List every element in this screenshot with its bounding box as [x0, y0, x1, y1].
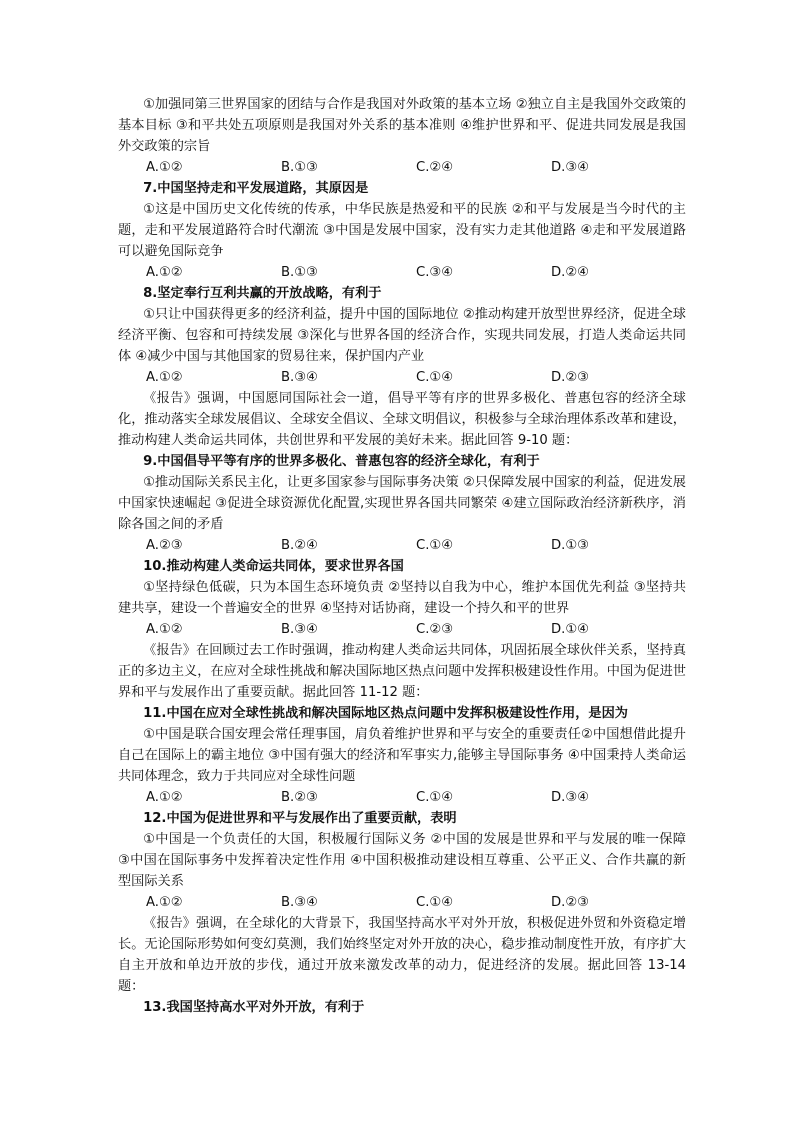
question-stem: 11.中国在应对全球性挑战和解决国际地区热点问题中发挥积极建设性作用，是因为	[143, 706, 628, 721]
answer-choice: C.②④	[416, 160, 454, 175]
answer-choice: A.①②	[146, 160, 183, 175]
answer-choice: C.①④	[416, 538, 454, 553]
answer-choices	[118, 367, 686, 388]
answer-choices	[118, 787, 686, 808]
paragraph: ①推动国际关系民主化，让更多国家参与国际事务决策 ②只保障发展中国家的利益，促进发展中国家快速崛起 ③促进全球资源优化配置,实现世界各国共同繁荣 ④建立国际政治经济新秩序，消除各国之间的矛盾	[118, 475, 686, 532]
answer-choices	[118, 157, 686, 178]
answer-choice: B.②④	[281, 538, 318, 553]
answer-choice: A.①②	[146, 790, 183, 805]
answer-choice: C.②③	[416, 622, 454, 637]
answer-choice: B.①③	[281, 265, 318, 280]
answer-choice: D.②④	[551, 265, 589, 280]
paragraph: ①这是中国历史文化传统的传承，中华民族是热爱和平的民族 ②和平与发展是当今时代的主题，走和平发展道路符合时代潮流 ③中国是发展中国家，没有实力走其他道路 ④走和平发展道路可以避免国际竞争	[118, 202, 686, 259]
paragraph: 《报告》在回顾过去工作时强调，推动构建人类命运共同体，巩固拓展全球伙伴关系，坚持真正的多边主义，在应对全球性挑战和解决国际地区热点问题中发挥积极建设性作用。中国为促进世界和平与发展作出了重要贡献。据此回答 11-12 题：	[118, 643, 686, 700]
answer-choice: A.①②	[146, 265, 183, 280]
answer-choices	[118, 262, 686, 283]
answer-choices	[118, 619, 686, 640]
document-page	[118, 94, 686, 1018]
answer-choice: A.①②	[146, 370, 183, 385]
answer-choice: D.③④	[551, 790, 589, 805]
answer-choice: B.③④	[281, 895, 318, 910]
answer-choice: A.②③	[146, 538, 183, 553]
answer-choice: D.②③	[551, 895, 589, 910]
answer-choice: B.③④	[281, 370, 318, 385]
answer-choice: D.①④	[551, 622, 589, 637]
paragraph: ①坚持绿色低碳，只为本国生态环境负责 ②坚持以自我为中心，维护本国优先利益 ③坚持共建共享，建设一个普遍安全的世界 ④坚持对话协商，建设一个持久和平的世界	[118, 580, 686, 616]
answer-choices	[118, 892, 686, 913]
answer-choice: C.①④	[416, 370, 454, 385]
paragraph: 《报告》强调，在全球化的大背景下，我国坚持高水平对外开放，积极促进外贸和外资稳定增长。无论国际形势如何变幻莫测，我们始终坚定对外开放的决心，稳步推动制度性开放，有序扩大自主开放和单边开放的步伐，通过开放来激发改革的动力，促进经济的发展。据此回答 13-14 题：	[118, 916, 686, 994]
question-stem: 7.中国坚持走和平发展道路，其原因是	[143, 181, 369, 196]
answer-choice: A.①②	[146, 622, 183, 637]
paragraph: ①中国是一个负责任的大国，积极履行国际义务 ②中国的发展是世界和平与发展的唯一保障 ③中国在国际事务中发挥着决定性作用 ④中国积极推动建设相互尊重、公平正义、合作共赢的新型国际关系	[118, 832, 686, 889]
answer-choice: A.①②	[146, 895, 183, 910]
question-stem: 9.中国倡导平等有序的世界多极化、普惠包容的经济全球化，有利于	[143, 454, 540, 469]
answer-choice: D.③④	[551, 160, 589, 175]
answer-choice: B.③④	[281, 622, 318, 637]
question-stem: 13.我国坚持高水平对外开放，有利于	[143, 1000, 365, 1015]
answer-choice: C.①④	[416, 895, 454, 910]
paragraph: ①中国是联合国安理会常任理事国，肩负着维护世界和平与安全的重要责任②中国想借此提升自己在国际上的霸主地位 ③中国有强大的经济和军事实力,能够主导国际事务 ④中国秉持人类命运共同体理念，致力于共同应对全球性问题	[118, 727, 686, 784]
question-stem: 10.推动构建人类命运共同体，要求世界各国	[143, 559, 404, 574]
answer-choice: B.②③	[281, 790, 318, 805]
paragraph: ①只让中国获得更多的经济利益，提升中国的国际地位 ②推动构建开放型世界经济，促进全球经济平衡、包容和可持续发展 ③深化与世界各国的经济合作，实现共同发展，打造人类命运共同体 ④减少中国与其他国家的贸易往来，保护国内产业	[118, 307, 686, 364]
answer-choice: C.①④	[416, 790, 454, 805]
question-stem: 8.坚定奉行互利共赢的开放战略，有利于	[143, 286, 382, 301]
answer-choice: C.③④	[416, 265, 454, 280]
answer-choice: D.②③	[551, 370, 589, 385]
paragraph: ①加强同第三世界国家的团结与合作是我国对外政策的基本立场 ②独立自主是我国外交政策的基本目标 ③和平共处五项原则是我国对外关系的基本准则 ④维护世界和平、促进共同发展是我国外交政策的宗旨	[118, 97, 686, 154]
paragraph: 《报告》强调，中国愿同国际社会一道，倡导平等有序的世界多极化、普惠包容的经济全球化，推动落实全球发展倡议、全球安全倡议、全球文明倡议，积极参与全球治理体系改革和建设，推动构建人类命运共同体，共创世界和平发展的美好未来。据此回答 9-10 题：	[118, 391, 686, 448]
question-stem: 12.中国为促进世界和平与发展作出了重要贡献，表明	[143, 811, 457, 826]
answer-choice: B.①③	[281, 160, 318, 175]
answer-choice: D.①③	[551, 538, 589, 553]
answer-choices	[118, 535, 686, 556]
